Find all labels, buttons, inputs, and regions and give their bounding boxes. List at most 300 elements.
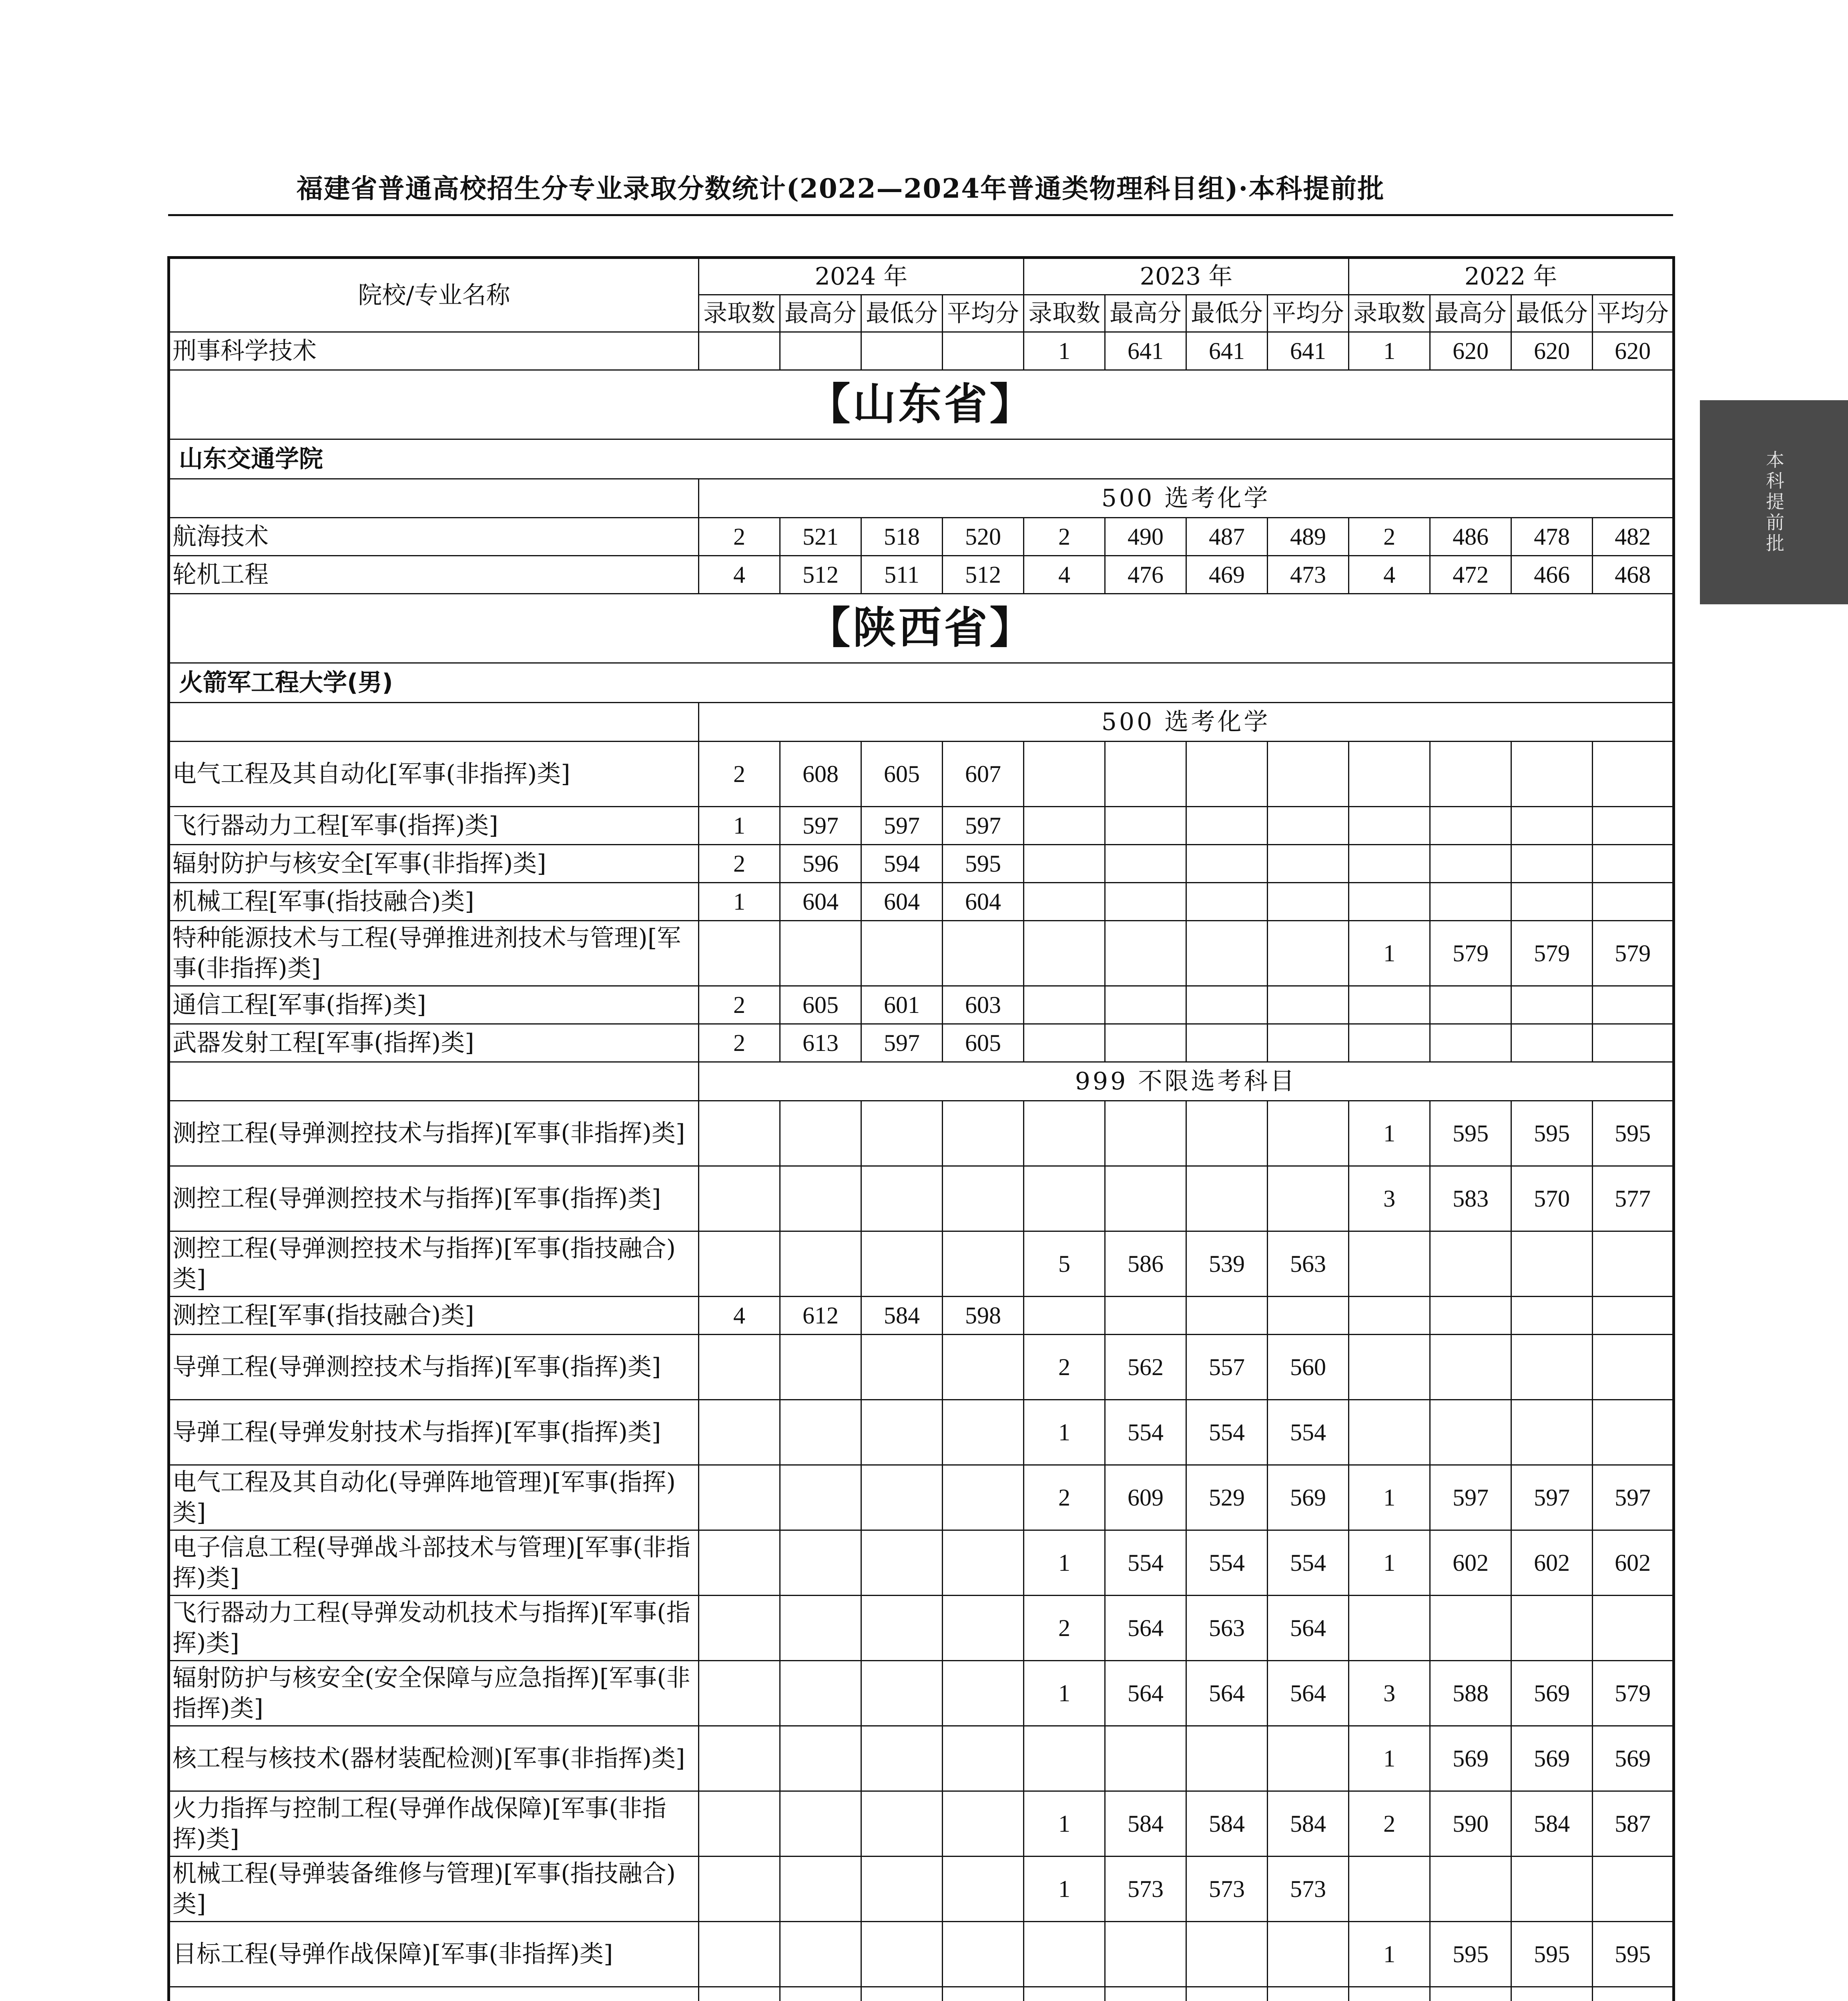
score-cell	[861, 1791, 943, 1857]
score-cell: 570	[1511, 1166, 1593, 1231]
score-cell	[1511, 1231, 1593, 1297]
score-cell	[699, 332, 780, 370]
score-cell	[1430, 1857, 1511, 1922]
score-cell	[1349, 1987, 1430, 2001]
score-cell: 641	[1105, 332, 1186, 370]
major-name: 核工程与核技术(器材装配检测)[军事(非指挥)类]	[169, 1726, 699, 1791]
score-cell: 577	[1593, 1166, 1674, 1231]
score-cell	[1024, 1297, 1105, 1335]
name-column-header: 院校/专业名称	[169, 258, 699, 332]
major-name: 导弹工程(导弹测控技术与指挥)[军事(指挥)类]	[169, 1335, 699, 1400]
score-cell: 579	[1593, 1661, 1674, 1726]
score-cell	[1268, 1922, 1349, 1987]
score-cell	[943, 1400, 1024, 1465]
school-name: 火箭军工程大学(男)	[169, 663, 1674, 703]
score-cell: 472	[1430, 556, 1511, 594]
score-table	[167, 256, 1675, 2001]
score-cell	[1511, 807, 1593, 845]
major-row	[169, 1596, 1674, 1661]
major-name: 火力指挥与控制工程(导弹作战保障)[军事(非指挥)类]	[169, 1791, 699, 1857]
score-cell: 2	[1349, 518, 1430, 556]
score-cell: 563	[1186, 1596, 1268, 1661]
score-cell: 604	[943, 883, 1024, 921]
score-cell	[861, 1400, 943, 1465]
score-cell	[1186, 883, 1268, 921]
score-cell	[699, 1166, 780, 1231]
subject-requirement-row	[169, 1062, 1674, 1101]
score-cell	[1430, 1596, 1511, 1661]
score-cell	[1268, 1166, 1349, 1231]
score-cell	[1593, 986, 1674, 1024]
score-cell: 4	[1349, 556, 1430, 594]
score-cell: 3	[1349, 1661, 1430, 1726]
score-cell	[1511, 1335, 1593, 1400]
score-cell	[699, 1101, 780, 1166]
score-cell: 520	[943, 518, 1024, 556]
score-cell: 554	[1186, 1400, 1268, 1465]
score-cell	[1268, 1297, 1349, 1335]
score-cell: 597	[780, 807, 861, 845]
year-header-2024: 2024 年	[699, 258, 1024, 295]
score-cell	[861, 1922, 943, 1987]
score-cell	[1024, 1726, 1105, 1791]
score-cell: 2	[1024, 518, 1105, 556]
score-cell	[780, 1661, 861, 1726]
score-cell	[1349, 1024, 1430, 1062]
score-cell: 595	[1593, 1101, 1674, 1166]
score-cell	[1349, 1400, 1430, 1465]
score-cell	[1511, 883, 1593, 921]
score-cell: 2	[699, 845, 780, 883]
score-cell: 554	[1268, 1530, 1349, 1596]
table-body	[169, 332, 1674, 2001]
score-cell	[1186, 742, 1268, 807]
score-cell: 554	[1105, 1400, 1186, 1465]
score-cell	[699, 1530, 780, 1596]
score-cell	[1593, 883, 1674, 921]
sub-header-2024-0: 录取数	[699, 295, 780, 332]
major-name: 航海技术	[169, 518, 699, 556]
major-row	[169, 1400, 1674, 1465]
score-cell	[1430, 1231, 1511, 1297]
score-cell	[1593, 1335, 1674, 1400]
score-cell: 605	[780, 986, 861, 1024]
score-cell	[1511, 742, 1593, 807]
score-cell: 569	[1268, 1465, 1349, 1530]
score-cell	[943, 1335, 1024, 1400]
major-row	[169, 1922, 1674, 1987]
major-name: 测控工程(导弹测控技术与指挥)[军事(指技融合)类]	[169, 1231, 699, 1297]
score-cell: 594	[861, 845, 943, 883]
score-cell	[1105, 742, 1186, 807]
score-cell	[699, 1922, 780, 1987]
score-cell: 597	[943, 807, 1024, 845]
major-name: 导弹工程(导弹发射技术与指挥)[军事(指挥)类]	[169, 1400, 699, 1465]
major-name: 测控工程[军事(指技融合)类]	[169, 1297, 699, 1335]
score-cell: 602	[1430, 1530, 1511, 1596]
side-tab	[1700, 400, 1848, 604]
score-cell: 597	[861, 807, 943, 845]
score-cell: 490	[1105, 518, 1186, 556]
sub-header-2024-3: 平均分	[943, 295, 1024, 332]
score-cell	[1511, 1596, 1593, 1661]
subject-requirement: 999 不限选考科目	[699, 1062, 1674, 1101]
score-cell: 584	[1268, 1791, 1349, 1857]
score-cell	[1430, 1335, 1511, 1400]
score-cell: 605	[943, 1024, 1024, 1062]
score-cell	[699, 1987, 780, 2001]
score-cell: 1	[1024, 1857, 1105, 1922]
score-cell: 597	[861, 1024, 943, 1062]
major-name: 辐射防护与核安全[军事(非指挥)类]	[169, 845, 699, 883]
score-cell	[1186, 986, 1268, 1024]
score-cell: 569	[1511, 1726, 1593, 1791]
year-header-2023: 2023 年	[1024, 258, 1349, 295]
score-cell	[780, 1231, 861, 1297]
score-cell	[1593, 1987, 1674, 2001]
score-cell: 2	[699, 742, 780, 807]
score-cell	[1511, 1857, 1593, 1922]
score-cell: 478	[1511, 518, 1593, 556]
score-cell: 468	[1593, 556, 1674, 594]
major-row	[169, 986, 1674, 1024]
major-row	[169, 1726, 1674, 1791]
score-cell: 605	[861, 742, 943, 807]
major-row	[169, 1857, 1674, 1922]
score-cell	[1186, 921, 1268, 986]
score-cell: 595	[1430, 1101, 1511, 1166]
score-cell	[1511, 1024, 1593, 1062]
score-cell	[861, 1101, 943, 1166]
score-cell	[1268, 1024, 1349, 1062]
score-cell: 620	[1593, 332, 1674, 370]
score-cell: 641	[1268, 332, 1349, 370]
score-cell: 595	[1430, 1922, 1511, 1987]
score-cell: 1	[1349, 921, 1430, 986]
score-cell	[699, 1726, 780, 1791]
score-cell: 521	[780, 518, 861, 556]
score-cell	[1024, 845, 1105, 883]
score-cell	[1593, 1024, 1674, 1062]
score-cell: 569	[1430, 1726, 1511, 1791]
major-name: 目标工程(导弹作战保障)[军事(非指挥)类]	[169, 1922, 699, 1987]
score-cell	[861, 1166, 943, 1231]
score-cell	[943, 1231, 1024, 1297]
score-cell	[1349, 1297, 1430, 1335]
score-cell: 1	[699, 883, 780, 921]
score-cell: 564	[1186, 1661, 1268, 1726]
score-cell	[1024, 1024, 1105, 1062]
score-cell: 564	[1268, 1661, 1349, 1726]
major-name: 武器发射工程[军事(指挥)类]	[169, 1024, 699, 1062]
score-cell: 602	[1511, 1530, 1593, 1596]
score-cell: 1	[699, 807, 780, 845]
score-cell	[699, 1596, 780, 1661]
major-row	[169, 1024, 1674, 1062]
score-cell: 482	[1593, 518, 1674, 556]
major-name: 刑事科学技术	[169, 332, 699, 370]
score-cell: 473	[1268, 556, 1349, 594]
score-cell: 620	[1511, 332, 1593, 370]
school-name: 山东交通学院	[169, 439, 1674, 479]
score-cell	[1430, 883, 1511, 921]
subject-requirement-row	[169, 703, 1674, 742]
score-cell	[1105, 845, 1186, 883]
score-cell: 564	[1105, 1596, 1186, 1661]
score-cell: 612	[780, 1297, 861, 1335]
score-cell	[780, 1726, 861, 1791]
score-cell	[699, 1661, 780, 1726]
subject-requirement-row	[169, 479, 1674, 518]
blank-cell	[169, 703, 699, 742]
score-cell	[1349, 1335, 1430, 1400]
score-cell	[1024, 1922, 1105, 1987]
score-cell	[1511, 986, 1593, 1024]
major-row	[169, 1987, 1674, 2001]
score-cell	[1593, 742, 1674, 807]
province-name: 【山东省】	[169, 370, 1674, 439]
score-cell	[943, 1726, 1024, 1791]
score-cell: 604	[780, 883, 861, 921]
major-row	[169, 1231, 1674, 1297]
score-cell	[1268, 1987, 1349, 2001]
score-cell	[861, 1726, 943, 1791]
major-name: 机械工程(导弹装备维修与管理)[军事(指技融合)类]	[169, 1857, 699, 1922]
score-cell	[943, 1465, 1024, 1530]
score-cell	[1593, 845, 1674, 883]
score-cell	[1024, 1987, 1105, 2001]
score-cell	[1268, 986, 1349, 1024]
school-row	[169, 663, 1674, 703]
sub-header-2022-1: 最高分	[1430, 295, 1511, 332]
score-cell	[1268, 1101, 1349, 1166]
score-cell	[1593, 1231, 1674, 1297]
score-cell: 1	[1349, 1922, 1430, 1987]
score-cell: 573	[1105, 1857, 1186, 1922]
score-cell: 602	[1593, 1530, 1674, 1596]
score-cell	[943, 332, 1024, 370]
score-cell	[1430, 1024, 1511, 1062]
score-cell	[1024, 742, 1105, 807]
score-cell	[1186, 1166, 1268, 1231]
score-cell	[1349, 845, 1430, 883]
score-cell	[1024, 921, 1105, 986]
score-cell	[1186, 1101, 1268, 1166]
score-cell: 3	[1349, 1166, 1430, 1231]
score-cell	[780, 1400, 861, 1465]
score-cell: 584	[1105, 1791, 1186, 1857]
score-cell: 579	[1430, 921, 1511, 986]
sub-header-2024-2: 最低分	[861, 295, 943, 332]
score-cell: 1	[1349, 1465, 1430, 1530]
score-cell: 584	[1511, 1791, 1593, 1857]
major-row	[169, 518, 1674, 556]
score-cell	[1105, 986, 1186, 1024]
score-cell	[1268, 807, 1349, 845]
score-cell: 573	[1186, 1857, 1268, 1922]
score-cell: 554	[1186, 1530, 1268, 1596]
score-cell	[861, 1661, 943, 1726]
score-cell: 554	[1105, 1530, 1186, 1596]
score-cell	[1430, 742, 1511, 807]
score-cell	[1349, 742, 1430, 807]
score-cell: 518	[861, 518, 943, 556]
major-row	[169, 1335, 1674, 1400]
score-cell: 2	[1349, 1791, 1430, 1857]
score-cell	[1105, 1024, 1186, 1062]
score-cell	[1511, 1400, 1593, 1465]
score-cell: 603	[943, 986, 1024, 1024]
score-cell: 641	[1186, 332, 1268, 370]
score-cell: 584	[1186, 1791, 1268, 1857]
score-cell: 596	[780, 845, 861, 883]
score-cell	[861, 1335, 943, 1400]
score-cell: 595	[1511, 1922, 1593, 1987]
score-cell	[943, 1530, 1024, 1596]
score-cell: 557	[1186, 1335, 1268, 1400]
major-name	[169, 1987, 699, 2001]
score-cell: 584	[861, 1297, 943, 1335]
score-cell: 597	[1593, 1465, 1674, 1530]
score-cell: 2	[1024, 1465, 1105, 1530]
sub-header-2022-0: 录取数	[1349, 295, 1430, 332]
score-cell	[1349, 1857, 1430, 1922]
score-cell	[861, 1596, 943, 1661]
score-cell	[1511, 1297, 1593, 1335]
sub-header-2023-0: 录取数	[1024, 295, 1105, 332]
score-cell	[943, 1661, 1024, 1726]
score-cell: 4	[699, 1297, 780, 1335]
score-cell	[780, 921, 861, 986]
score-cell: 579	[1593, 921, 1674, 986]
score-cell	[699, 1231, 780, 1297]
score-cell: 476	[1105, 556, 1186, 594]
score-cell	[1268, 921, 1349, 986]
score-cell: 613	[780, 1024, 861, 1062]
score-cell	[1593, 1400, 1674, 1465]
score-cell: 512	[943, 556, 1024, 594]
score-cell	[861, 332, 943, 370]
major-name: 特种能源技术与工程(导弹推进剂技术与管理)[军事(非指挥)类]	[169, 921, 699, 986]
major-name: 测控工程(导弹测控技术与指挥)[军事(指挥)类]	[169, 1166, 699, 1231]
sub-header-2023-1: 最高分	[1105, 295, 1186, 332]
score-cell: 5	[1024, 1231, 1105, 1297]
major-row	[169, 1166, 1674, 1231]
score-cell	[1430, 1400, 1511, 1465]
subject-requirement: 500 选考化学	[699, 703, 1674, 742]
major-row	[169, 1465, 1674, 1530]
score-cell	[699, 1857, 780, 1922]
score-cell: 1	[1024, 1400, 1105, 1465]
major-row	[169, 1101, 1674, 1166]
score-cell	[780, 1465, 861, 1530]
score-cell	[699, 1335, 780, 1400]
score-cell	[1268, 845, 1349, 883]
score-cell: 569	[1593, 1726, 1674, 1791]
score-cell: 564	[1268, 1596, 1349, 1661]
province-row	[169, 594, 1674, 663]
score-cell: 590	[1430, 1791, 1511, 1857]
major-name: 辐射防护与核安全(安全保障与应急指挥)[军事(非指挥)类]	[169, 1661, 699, 1726]
score-cell	[861, 1231, 943, 1297]
score-cell	[1268, 883, 1349, 921]
score-cell: 486	[1430, 518, 1511, 556]
province-name: 【陕西省】	[169, 594, 1674, 663]
major-name: 测控工程(导弹测控技术与指挥)[军事(非指挥)类]	[169, 1101, 699, 1166]
score-cell	[1024, 986, 1105, 1024]
score-cell	[780, 1101, 861, 1166]
score-cell	[943, 1857, 1024, 1922]
score-cell	[780, 1596, 861, 1661]
score-cell	[1105, 807, 1186, 845]
score-cell: 1	[1349, 332, 1430, 370]
score-cell: 604	[861, 883, 943, 921]
score-cell	[780, 1922, 861, 1987]
score-cell: 2	[1024, 1596, 1105, 1661]
score-cell	[780, 332, 861, 370]
major-row	[169, 1297, 1674, 1335]
score-cell	[943, 1791, 1024, 1857]
score-cell	[861, 1465, 943, 1530]
score-cell	[943, 1922, 1024, 1987]
score-cell: 1	[1024, 1661, 1105, 1726]
major-row	[169, 556, 1674, 594]
sub-header-2023-2: 最低分	[1186, 295, 1268, 332]
score-cell: 2	[699, 986, 780, 1024]
sub-header-2024-1: 最高分	[780, 295, 861, 332]
score-cell: 563	[1268, 1231, 1349, 1297]
year-header-2022: 2022 年	[1349, 258, 1674, 295]
score-cell: 569	[1511, 1661, 1593, 1726]
score-cell: 609	[1105, 1465, 1186, 1530]
blank-cell	[169, 479, 699, 518]
score-cell: 588	[1430, 1661, 1511, 1726]
score-cell	[1430, 1297, 1511, 1335]
score-cell	[1024, 883, 1105, 921]
major-name: 电气工程及其自动化(导弹阵地管理)[军事(指挥)类]	[169, 1465, 699, 1530]
score-cell: 539	[1186, 1231, 1268, 1297]
score-cell	[1186, 1922, 1268, 1987]
score-cell: 4	[699, 556, 780, 594]
score-cell	[780, 1166, 861, 1231]
major-row	[169, 883, 1674, 921]
score-cell	[943, 1101, 1024, 1166]
score-cell: 1	[1024, 1530, 1105, 1596]
score-cell	[861, 1530, 943, 1596]
score-cell: 487	[1186, 518, 1268, 556]
score-cell	[861, 1987, 943, 2001]
score-cell	[1349, 807, 1430, 845]
score-cell: 598	[943, 1297, 1024, 1335]
score-cell: 4	[1024, 556, 1105, 594]
major-row	[169, 1530, 1674, 1596]
score-cell	[1105, 1987, 1186, 2001]
score-cell	[699, 1465, 780, 1530]
major-name: 飞行器动力工程[军事(指挥)类]	[169, 807, 699, 845]
score-cell: 2	[699, 1024, 780, 1062]
sub-header-2022-3: 平均分	[1593, 295, 1674, 332]
score-cell	[1024, 807, 1105, 845]
score-cell: 607	[943, 742, 1024, 807]
score-cell: 583	[1430, 1166, 1511, 1231]
major-name: 电子信息工程(导弹战斗部技术与管理)[军事(非指挥)类]	[169, 1530, 699, 1596]
score-cell	[1186, 1297, 1268, 1335]
score-cell	[1186, 1987, 1268, 2001]
score-cell	[1268, 742, 1349, 807]
score-cell: 595	[943, 845, 1024, 883]
major-row	[169, 845, 1674, 883]
score-cell	[861, 1857, 943, 1922]
